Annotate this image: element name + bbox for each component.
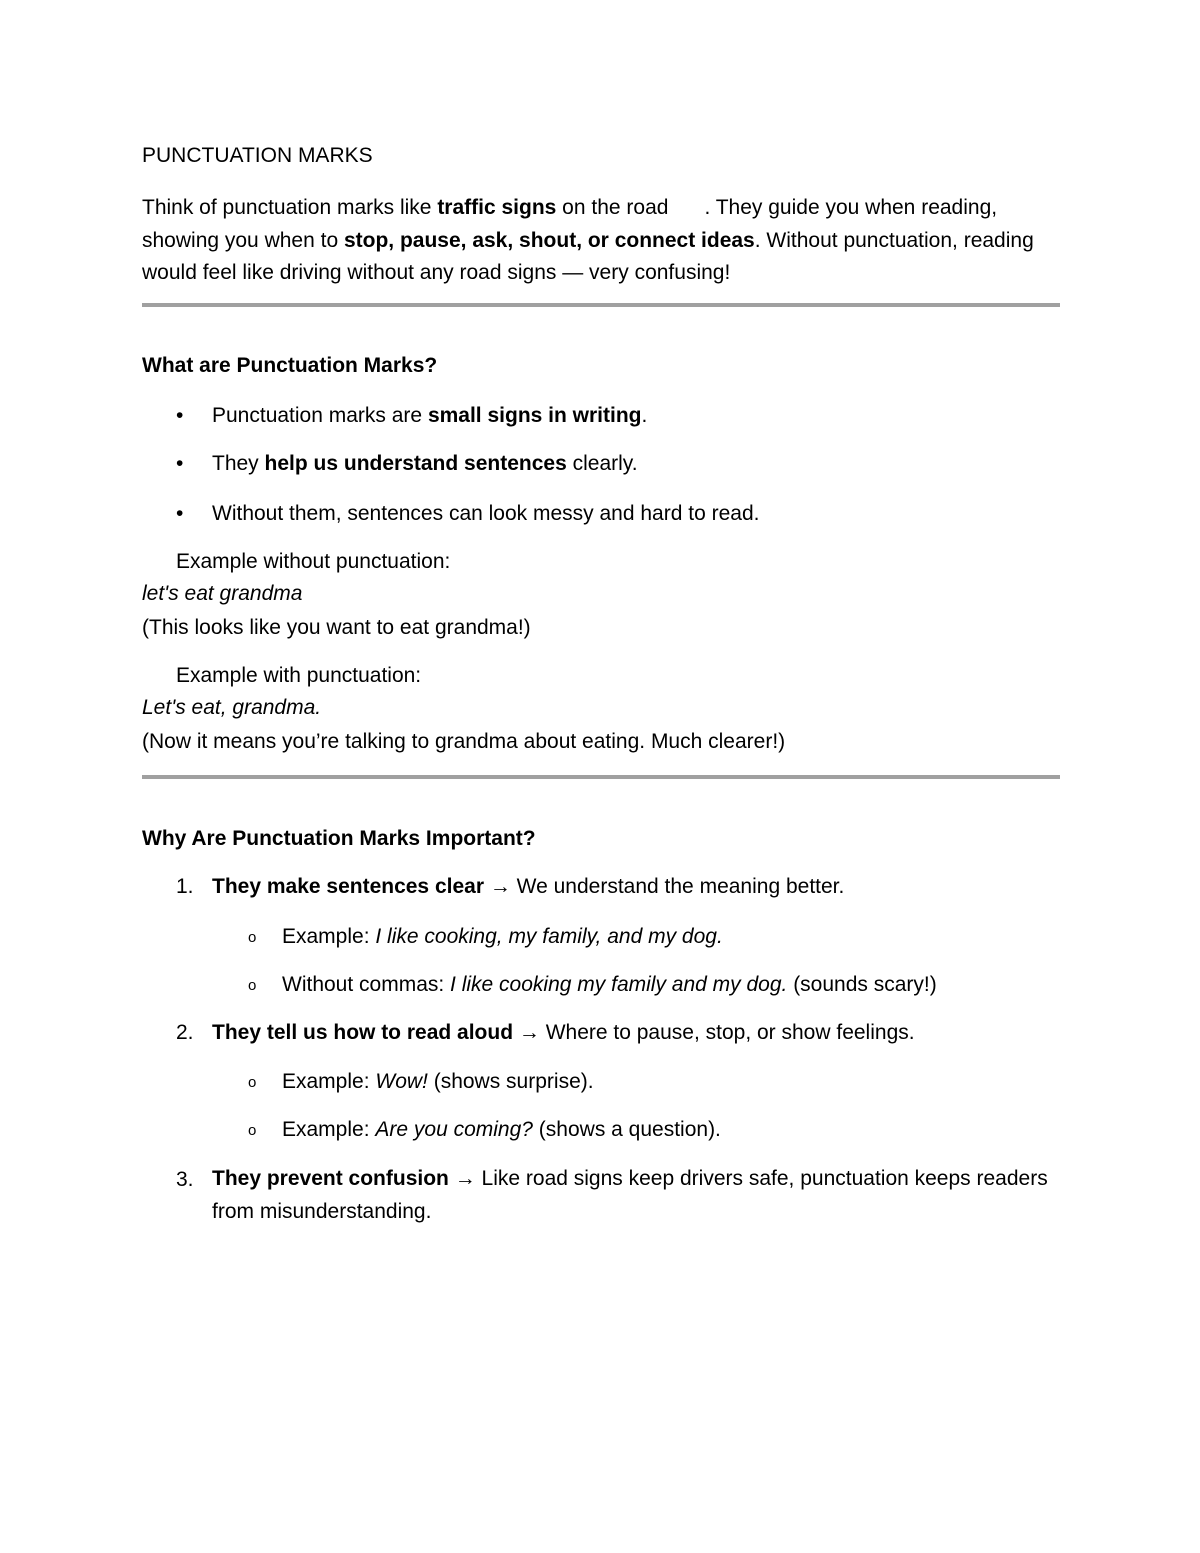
intro-text: . They guide you when reading,: [704, 196, 998, 219]
sub-item-text: [282, 1118, 721, 1142]
text: (shows surprise).: [427, 1070, 594, 1093]
bullet-icon: •: [176, 452, 184, 475]
intro-text: Think of punctuation marks like: [142, 196, 438, 219]
bold-text: They tell us how to read aloud: [212, 1021, 514, 1044]
bold-text: help us understand sentences: [264, 452, 567, 475]
text: (shows a question).: [532, 1118, 721, 1141]
sub-item-text: [282, 925, 723, 949]
circle-bullet-icon: o: [248, 1122, 257, 1139]
text: Without them, sentences can look messy and hard to read.: [212, 502, 760, 525]
text: Punctuation marks are: [212, 404, 428, 427]
italic-text: I like cooking my family and my dog.: [450, 973, 788, 996]
horizontal-divider: [142, 303, 1060, 307]
numbered-item-text: [212, 875, 844, 899]
item-number: 2.: [176, 1021, 194, 1044]
item-number: 3.: [176, 1168, 194, 1191]
intro-bold-traffic-signs: traffic signs: [437, 196, 557, 219]
intro-bold-actions: stop, pause, ask, shout, or connect ideas: [343, 228, 755, 252]
section-heading-why: Why Are Punctuation Marks Important?: [142, 827, 536, 850]
bold-text: They prevent confusion: [212, 1167, 449, 1190]
circle-bullet-icon: o: [248, 1074, 257, 1091]
bold-text: small signs in writing: [427, 404, 642, 427]
circle-bullet-icon: o: [248, 977, 257, 994]
text: Example:: [282, 925, 376, 948]
arrow-icon: →: [513, 1021, 546, 1044]
bold-text: They make sentences clear: [212, 875, 484, 898]
intro-line-2: [142, 225, 1060, 258]
text: (sounds scary!): [787, 973, 937, 996]
italic-text: I like cooking, my family, and my dog.: [375, 925, 723, 948]
bullet-icon: •: [176, 404, 184, 427]
document-title: PUNCTUATION MARKS: [142, 144, 373, 167]
example-label: Example with punctuation:: [176, 664, 422, 687]
italic-text: Let's eat, grandma.: [142, 696, 322, 719]
intro-text: . Without punctuation, reading: [754, 228, 1034, 252]
example-note: (Now it means you’re talking to grandma about eating. Much clearer!): [142, 730, 786, 753]
section-heading-what: What are Punctuation Marks?: [142, 354, 438, 377]
intro-paragraph: [142, 192, 1060, 290]
italic-text: Wow!: [375, 1070, 428, 1093]
sub-item-text: [282, 1070, 594, 1094]
text: Like road signs keep drivers safe, punctuation keeps readers from misunderstanding.: [212, 1167, 1048, 1223]
list-item-text: [212, 502, 759, 526]
text: .: [641, 404, 648, 427]
italic-text: Are you coming?: [375, 1118, 533, 1141]
text: Example:: [282, 1070, 376, 1093]
example-note: (This looks like you want to eat grandma!): [142, 616, 531, 639]
arrow-icon: →: [448, 1167, 482, 1190]
intro-line-3: would feel like driving without any road signs — very confusing!: [142, 261, 731, 284]
circle-bullet-icon: o: [248, 929, 257, 946]
text: We understand the meaning better.: [516, 875, 845, 898]
horizontal-divider: [142, 775, 1060, 779]
intro-line-1: [142, 192, 1060, 225]
numbered-item-text: [212, 1021, 915, 1045]
bullet-icon: •: [176, 502, 184, 525]
intro-text: showing you when to: [142, 228, 344, 252]
text: They: [212, 452, 265, 475]
sub-item-text: [282, 973, 937, 997]
text: Where to pause, stop, or show feelings.: [545, 1021, 915, 1044]
italic-text: let's eat grandma: [142, 582, 303, 605]
example-label: Example without punctuation:: [176, 550, 451, 573]
example-text: [142, 582, 302, 606]
item-number: 1.: [176, 875, 194, 898]
list-item-text: [212, 404, 647, 428]
arrow-icon: →: [484, 875, 517, 898]
text: Example:: [282, 1118, 376, 1141]
text: clearly.: [566, 452, 638, 475]
example-text: [142, 696, 321, 720]
numbered-item-text: [212, 1163, 1092, 1228]
list-item-text: [212, 452, 638, 476]
text: Without commas:: [282, 973, 451, 996]
intro-text: on the road: [556, 196, 669, 219]
